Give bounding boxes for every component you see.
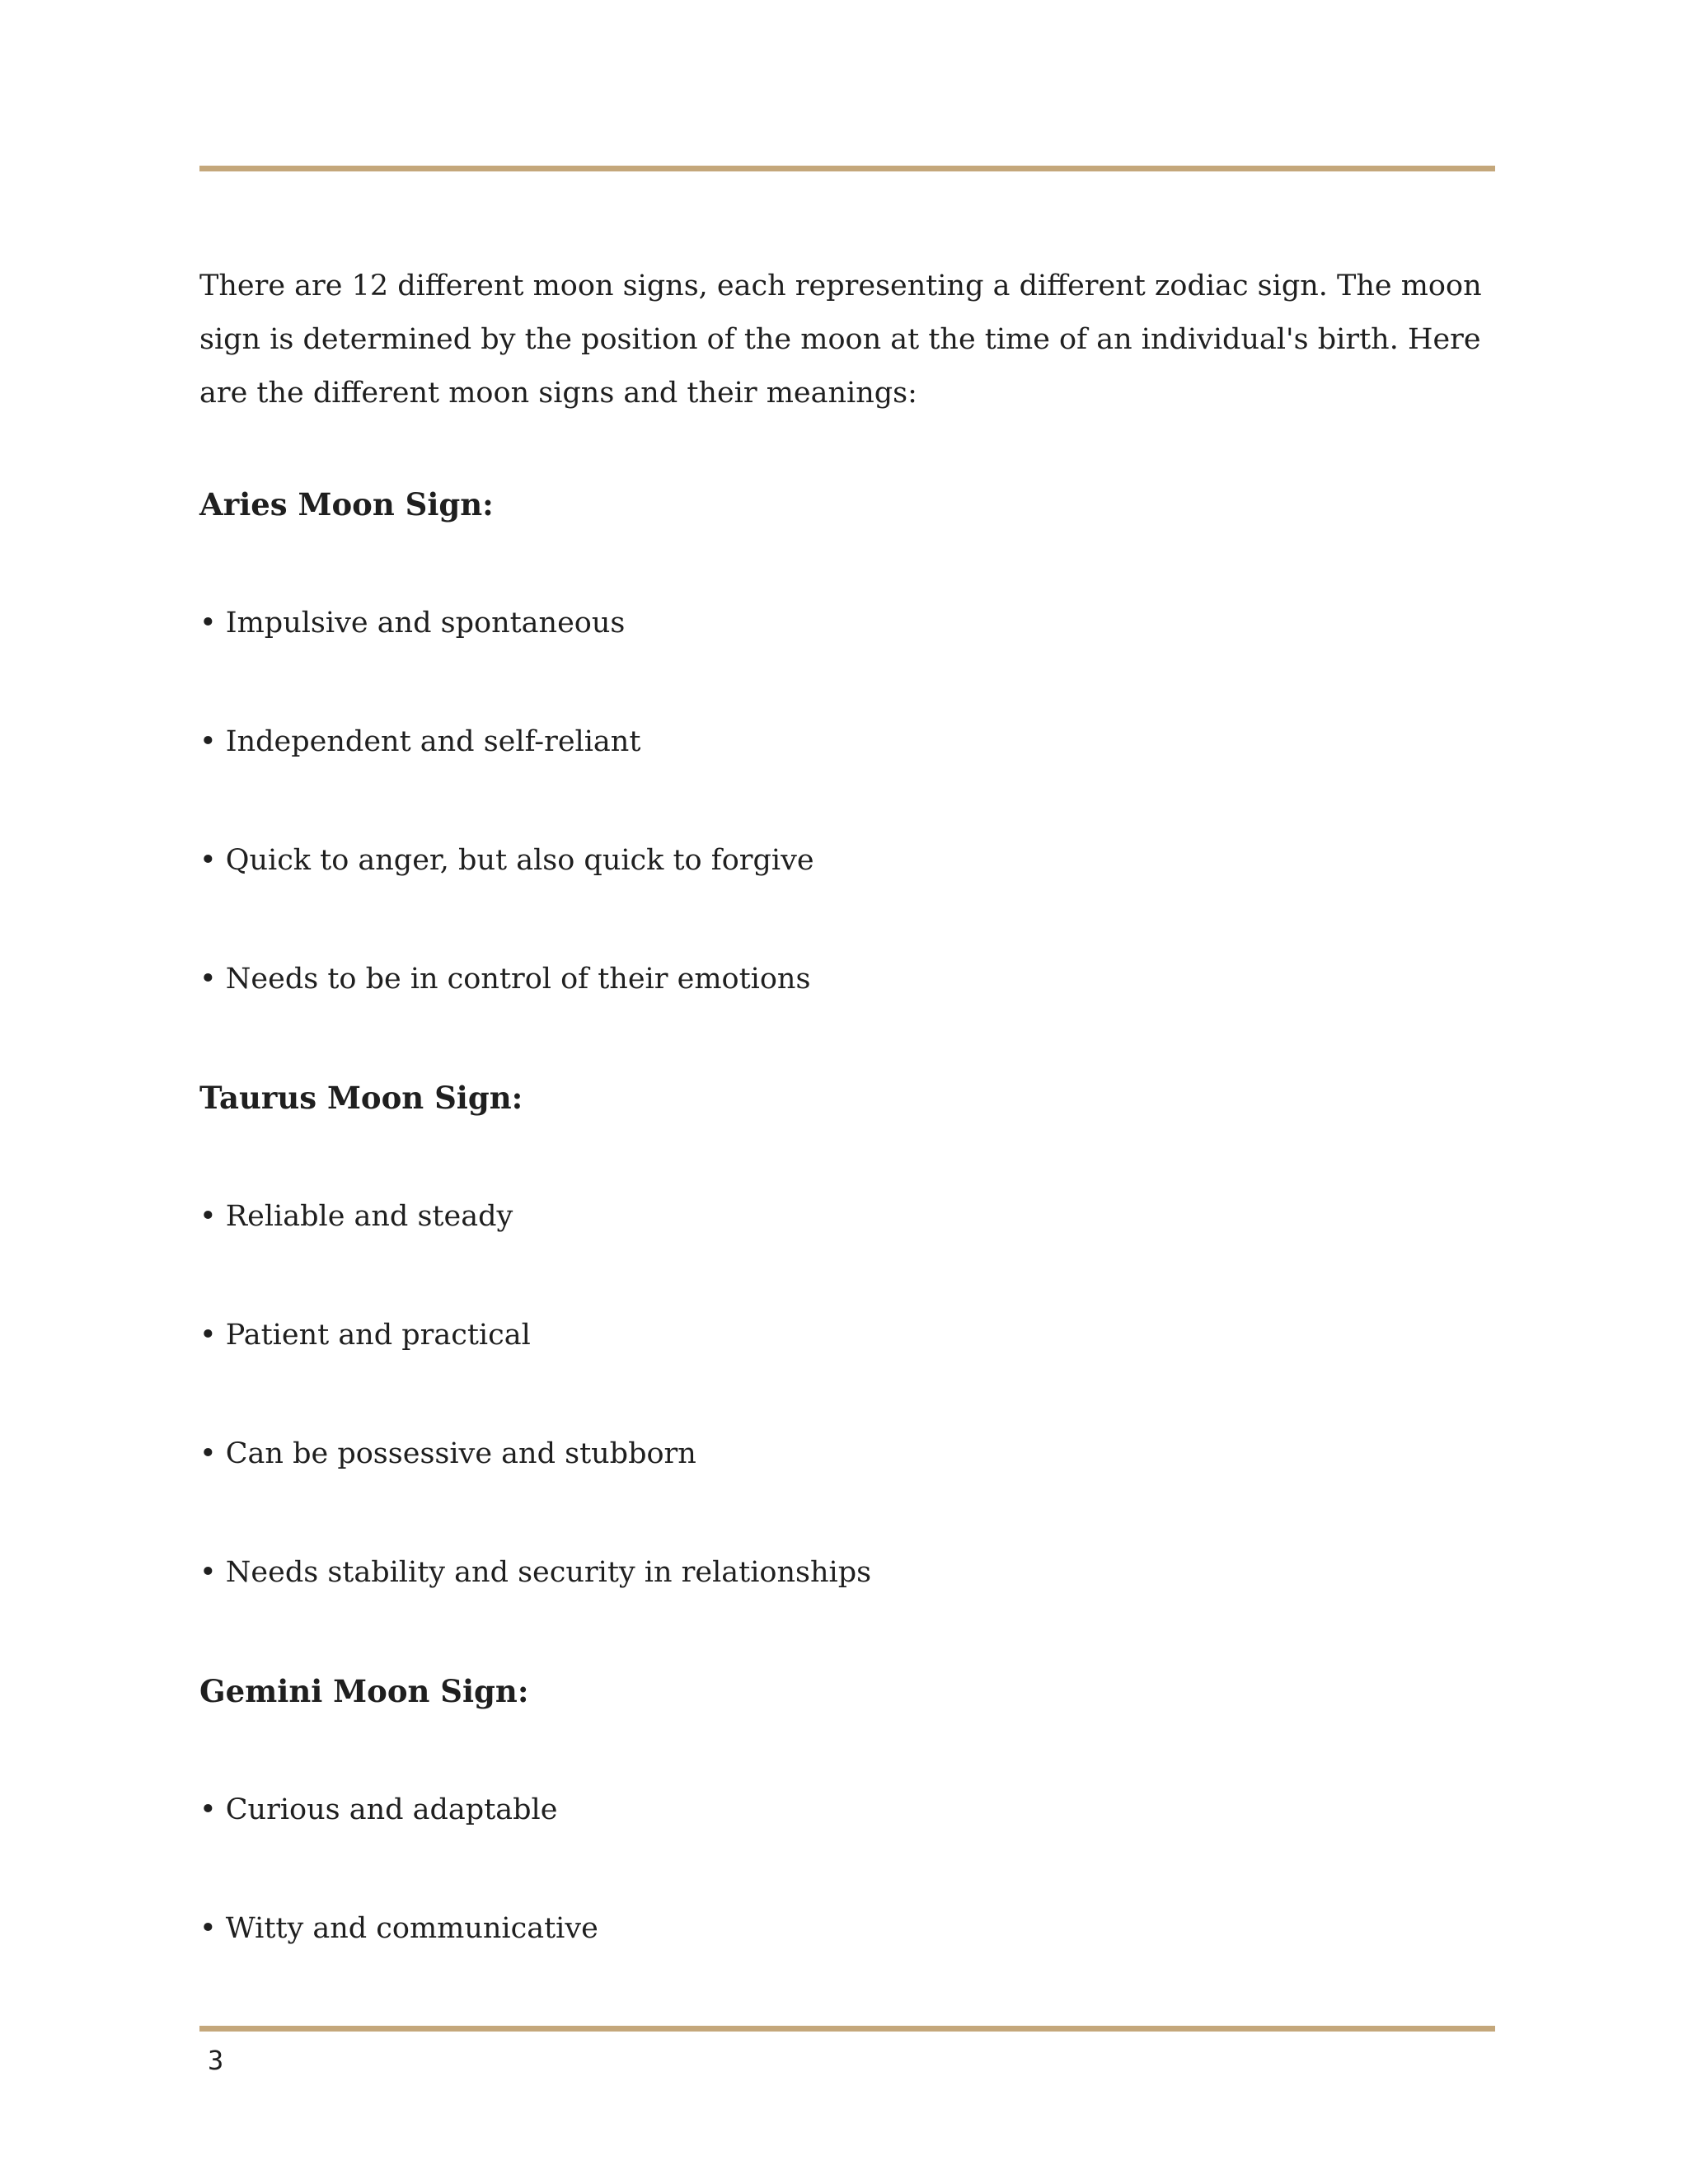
list-item: • Needs to be in control of their emotions <box>199 963 811 996</box>
intro-paragraph: There are 12 different moon signs, each representing a different zodiac sign. The moon sign is determined by the position of the moon at the time of an individual's birth. Here are the different moon signs and their meanings: <box>199 269 1482 410</box>
page-number: 3 <box>208 2045 224 2076</box>
section-heading-gemini: Gemini Moon Sign: <box>199 1673 529 1709</box>
list-item: • Curious and adaptable <box>199 1793 558 1826</box>
list-item: • Can be possessive and stubborn <box>199 1437 696 1470</box>
list-item: • Impulsive and spontaneous <box>199 607 626 640</box>
list-item: • Witty and communicative <box>199 1912 598 1945</box>
footer-rule <box>199 2026 1495 2032</box>
document-body <box>199 260 1495 420</box>
list-item: • Reliable and steady <box>199 1200 513 1233</box>
list-item: • Quick to anger, but also quick to forgive <box>199 844 814 877</box>
list-item: • Patient and practical <box>199 1319 531 1352</box>
section-heading-taurus: Taurus Moon Sign: <box>199 1080 523 1116</box>
section-heading-aries: Aries Moon Sign: <box>199 486 494 523</box>
list-item: • Needs stability and security in relationships <box>199 1556 872 1589</box>
header-rule <box>199 166 1495 171</box>
list-item: • Independent and self-reliant <box>199 725 641 758</box>
